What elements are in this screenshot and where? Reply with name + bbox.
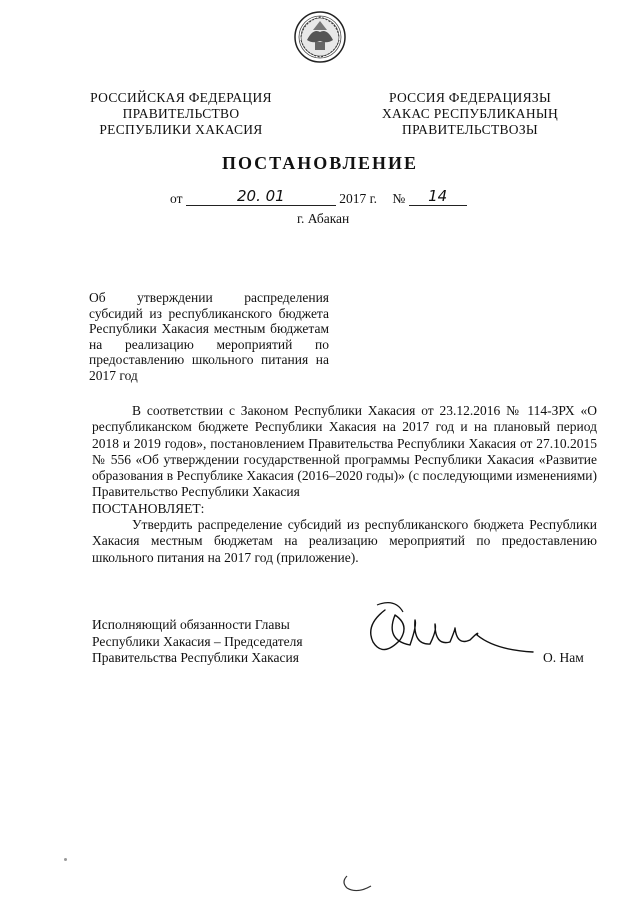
header-left-line-1: РОССИЙСКАЯ ФЕДЕРАЦИЯ [90,90,272,105]
header-right-line-3: ПРАВИТЕЛЬСТВОЗЫ [402,122,538,137]
signer-line-2: Республики Хакасия – Председателя [92,633,303,649]
signer-line-1: Исполняющий обязанности Главы [92,617,290,632]
handwritten-number: 14 [428,187,448,205]
handwritten-signature [355,600,535,670]
coat-of-arms-emblem [293,10,347,64]
header-left-block [86,90,276,138]
signer-name: О. Нам [543,650,584,665]
signer-line-3: Правительства Республики Хакасия [92,650,299,665]
body-paragraph-2: Утвердить распределение субсидий из республиканского бюджета Республики Хакасия местным бюджетам на реализацию мероприятий по предоставлению школьного питания на 2017 год (приложение). [92,517,597,565]
header-right-block [370,90,570,138]
signer-block [92,617,303,667]
document-title: ПОСТАНОВЛЕНИЕ [221,153,419,173]
date-year-label: 2017 г. [339,191,377,206]
header-right-line-1: РОССИЯ ФЕДЕРАЦИЯЗЫ [388,90,552,105]
scan-speck [64,858,67,861]
decree-body [92,403,597,566]
handwritten-date: 20. 01 [237,187,285,205]
date-line [170,189,467,208]
header-left-line-2: ПРАВИТЕЛЬСТВО [122,106,240,121]
body-paragraph-1: В соответствии с Законом Республики Хакасия от 23.12.2016 № 114-ЗРХ «О республиканском бюджете Республики Хакасия на 2017 год и на плановый период 2018 и 2019 годов», постановлением Правительства Республики Хакасия от 27.10.2015 № 556 «Об утверждении государственной программы Республики Хакасия «Развитие образования в Республике Хакасия (2016–2020 годы)» (с последующими изменениями) Правительство Республики Хакасия [92,403,597,500]
decree-word: ПОСТАНОВЛЯЕТ: [92,500,205,516]
city-label: г. Абакан [297,211,350,226]
number-label: № [392,191,406,206]
date-from-label: от [170,191,183,206]
header-left-line-3: РЕСПУБЛИКИ ХАКАСИЯ [99,122,263,137]
header-right-line-2: ХАКАС РЕСПУБЛИКАНЫҢ [381,106,559,121]
stamp-mark [337,868,377,896]
decree-subject: Об утверждении распределения субсидий из республиканского бюджета Республики Хакасия местным бюджетам на реализацию мероприятий по предоставлению школьного питания на 2017 год [89,290,329,383]
